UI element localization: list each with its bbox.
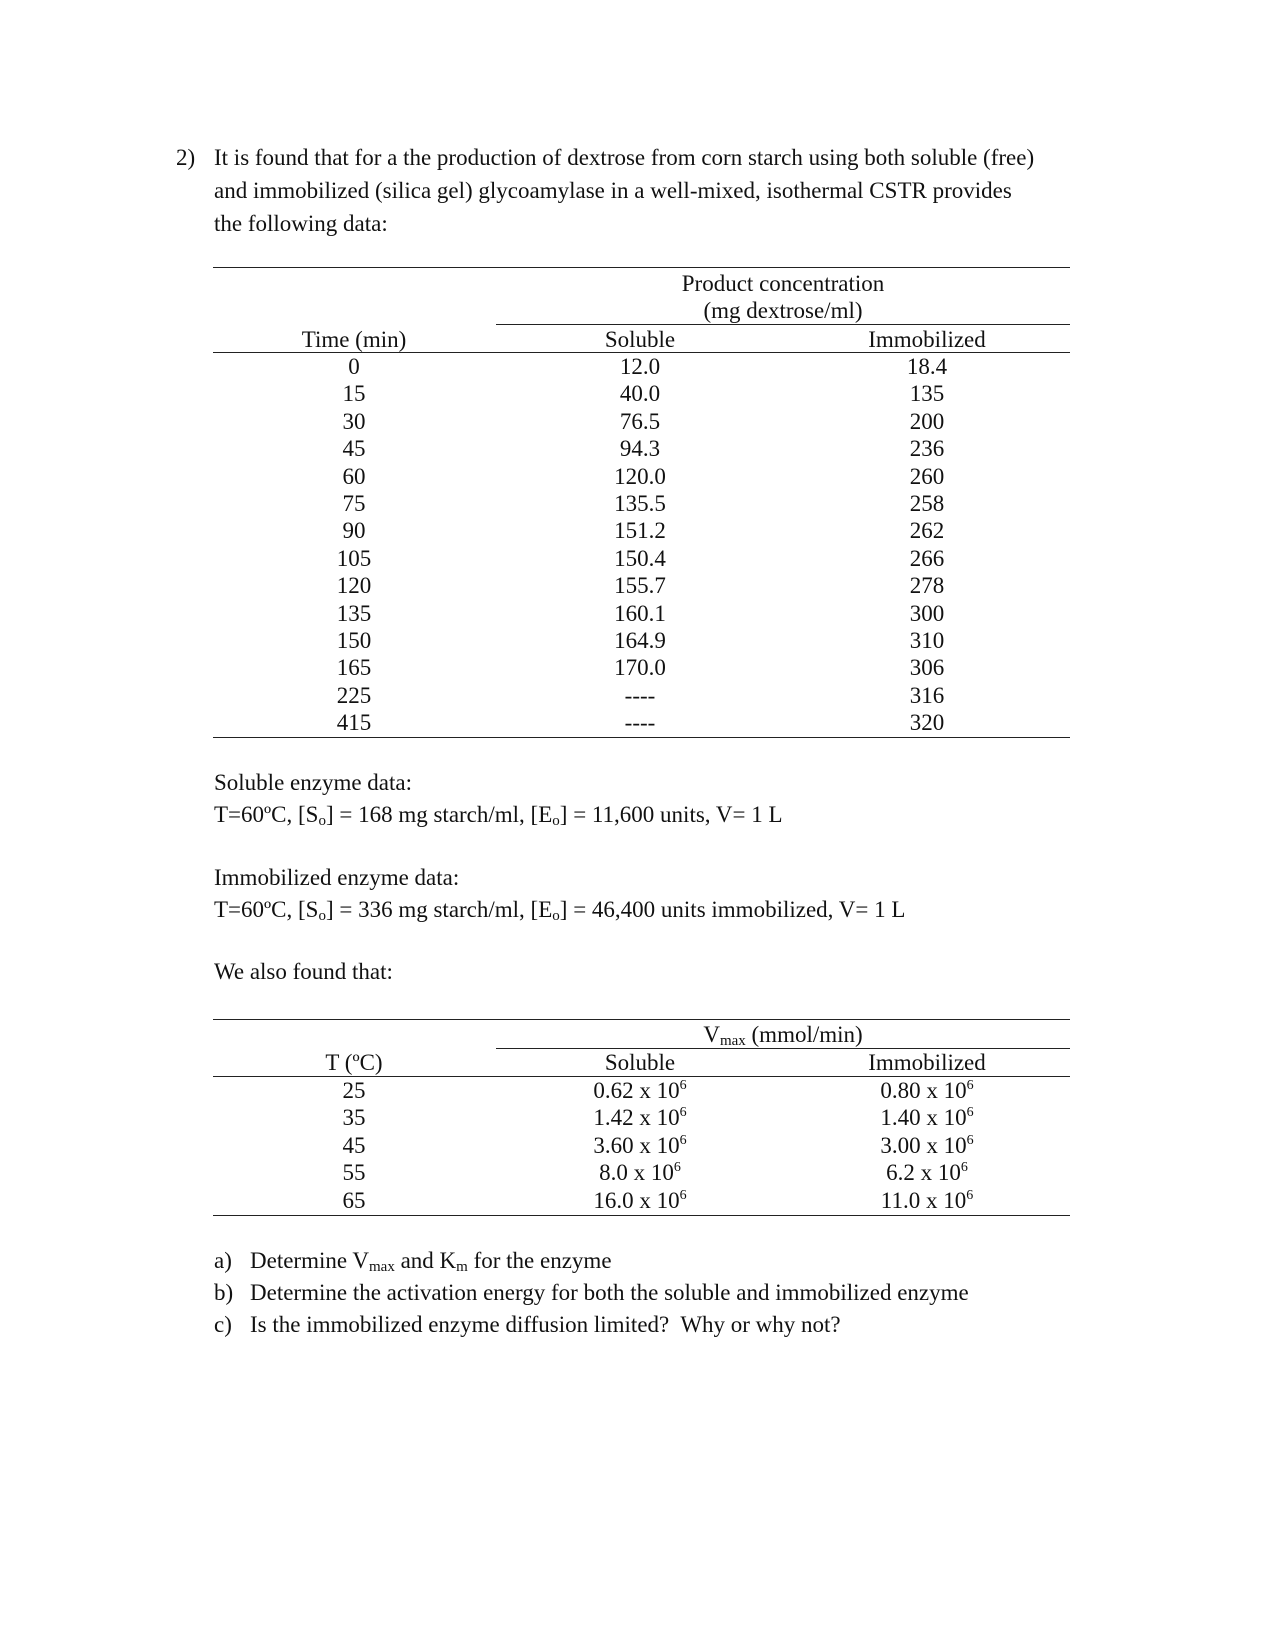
vmax-exponent: 6: [960, 1160, 968, 1176]
soluble-cell: ----: [624, 682, 656, 708]
immobilized-vmax-cell: [827, 1187, 1027, 1214]
question-a-sub2: m: [456, 1259, 468, 1275]
vmax-exponent: 6: [966, 1187, 974, 1203]
immobilized-cell: 310: [909, 628, 945, 653]
table-row: [213, 572, 1070, 601]
soluble-cell: 40.0: [619, 381, 661, 407]
also-found-text: We also found that:: [214, 959, 393, 984]
immobilized-cell: 260: [909, 463, 945, 489]
intro-line-2: and immobilized (silica gel) glycoamylase in a well-mixed, isothermal CSTR provides: [214, 178, 1012, 203]
intro-line-1: It is found that for a the production of dextrose from corn starch using both soluble (free): [214, 145, 1035, 170]
soluble-cell: 155.7: [614, 573, 666, 599]
time-cell: 415: [336, 710, 372, 736]
soluble-cell: 120.0: [614, 463, 666, 489]
temp-cell: 45: [342, 1132, 366, 1158]
soluble-vmax-cell: [540, 1159, 740, 1186]
table-row: [213, 1187, 1070, 1216]
immobilized-cell: 258: [909, 491, 945, 516]
immobilized-vmax-cell: [827, 1159, 1027, 1186]
table2-v: V: [703, 1022, 720, 1047]
table1-col-time: Time (min): [301, 327, 407, 352]
question-b-label: b): [214, 1280, 234, 1305]
temp-cell: 25: [342, 1078, 366, 1103]
immobilized-e-part: ] = 46,400 units immobilized, V= 1 L: [559, 897, 906, 922]
vmax-value: 3.60 x 10: [593, 1132, 680, 1158]
time-cell: 15: [342, 381, 366, 407]
table2-col-soluble: Soluble: [604, 1050, 676, 1075]
table1-col-immobilized: Immobilized: [868, 327, 986, 352]
temp-cell: 55: [342, 1160, 366, 1186]
soluble-enzyme-heading: Soluble enzyme data:: [214, 770, 412, 795]
problem-number: 2): [176, 145, 196, 170]
table-row: [213, 517, 1070, 546]
soluble-cell: 160.1: [614, 600, 666, 626]
soluble-e-sub: o: [552, 813, 560, 829]
table-row: [213, 490, 1070, 519]
immobilized-cell: 278: [909, 573, 945, 599]
time-cell: 0: [348, 354, 360, 379]
vmax-exponent: 6: [679, 1187, 687, 1203]
vmax-value: 3.00 x 10: [880, 1132, 967, 1158]
table-row: [213, 435, 1070, 464]
immobilized-cell: 236: [909, 436, 945, 462]
immobilized-t-part: T=60ºC, [S: [214, 897, 319, 922]
question-b-text: Determine the activation energy for both the soluble and immobilized enzyme: [250, 1280, 969, 1305]
table2-col-immobilized: Immobilized: [868, 1050, 986, 1075]
immobilized-cell: 316: [909, 682, 945, 708]
soluble-cell: ----: [624, 710, 656, 736]
soluble-vmax-cell: [540, 1104, 740, 1131]
table-row: [213, 380, 1070, 409]
soluble-vmax-cell: [540, 1187, 740, 1214]
soluble-cell: 135.5: [614, 491, 666, 516]
vmax-value: 1.40 x 10: [880, 1105, 967, 1131]
soluble-cell: 164.9: [614, 628, 666, 653]
soluble-cell: 150.4: [614, 545, 666, 571]
immobilized-vmax-cell: [827, 1077, 1027, 1104]
question-c-label: c): [214, 1312, 232, 1337]
time-cell: 90: [342, 518, 366, 544]
table1-top-rule: [213, 267, 1070, 268]
immobilized-cell: 262: [909, 518, 945, 544]
vmax-exponent: 6: [966, 1078, 974, 1093]
immobilized-cell: 306: [909, 655, 945, 681]
soluble-e-part: ] = 11,600 units, V= 1 L: [559, 802, 783, 827]
soluble-s-sub: o: [318, 813, 326, 829]
vmax-value: 16.0 x 10: [593, 1187, 680, 1213]
vmax-exponent: 6: [679, 1105, 687, 1121]
question-a-sub1: max: [369, 1259, 395, 1275]
soluble-enzyme-conditions: [214, 798, 783, 838]
immobilized-cell: 300: [909, 600, 945, 626]
immobilized-cell: 18.4: [906, 354, 948, 379]
vmax-table: [213, 1019, 1070, 1217]
vmax-value: 11.0 x 10: [880, 1187, 967, 1213]
table2-top-rule: [213, 1019, 1070, 1020]
vmax-exponent: 6: [679, 1078, 687, 1093]
table2-col-temp: T (ºC): [325, 1050, 383, 1075]
time-cell: 45: [342, 436, 366, 462]
time-cell: 150: [336, 628, 372, 653]
table-row: [213, 1132, 1070, 1161]
time-cell: 30: [342, 408, 366, 434]
soluble-cell: 94.3: [619, 436, 661, 462]
time-cell: 225: [336, 682, 372, 708]
table1-group-header-line1: Product concentration: [681, 271, 885, 296]
soluble-cell: 151.2: [614, 518, 666, 544]
time-cell: 60: [342, 463, 366, 489]
vmax-value: 0.62 x 10: [593, 1078, 680, 1103]
immobilized-enzyme-conditions: [214, 893, 905, 933]
soluble-vmax-cell: [540, 1132, 740, 1159]
soluble-cell: 76.5: [619, 408, 661, 434]
soluble-cell: 170.0: [614, 655, 666, 681]
immobilized-e-sub: o: [552, 908, 560, 924]
table2-bottom-rule: [213, 1215, 1070, 1216]
table-row: [213, 1159, 1070, 1188]
time-cell: 105: [336, 545, 372, 571]
immobilized-cell: 135: [909, 381, 945, 407]
immobilized-vmax-cell: [827, 1104, 1027, 1131]
soluble-cell: 12.0: [619, 354, 661, 379]
table2-v-sub: max: [719, 1033, 746, 1049]
time-cell: 75: [342, 491, 366, 516]
vmax-value: 1.42 x 10: [593, 1105, 680, 1131]
temp-cell: 65: [342, 1187, 366, 1213]
table2-units: (mmol/min): [745, 1022, 863, 1047]
immobilized-cell: 266: [909, 545, 945, 571]
immobilized-enzyme-heading: Immobilized enzyme data:: [214, 865, 460, 890]
table-row: [213, 463, 1070, 492]
immobilized-s-sub: o: [318, 908, 326, 924]
table1-body: [213, 353, 1070, 737]
immobilized-cell: 320: [909, 710, 945, 736]
question-c-text: Is the immobilized enzyme diffusion limited? Why or why not?: [250, 1312, 841, 1337]
question-a-part1: Determine V: [250, 1248, 370, 1273]
time-cell: 165: [336, 655, 372, 681]
table-row: [213, 353, 1070, 382]
table-row: [213, 545, 1070, 574]
vmax-exponent: 6: [679, 1132, 687, 1148]
table-row: [213, 408, 1070, 437]
vmax-value: 6.2 x 10: [886, 1160, 961, 1186]
question-a-label: a): [214, 1248, 232, 1273]
vmax-value: 0.80 x 10: [880, 1078, 967, 1103]
table-row: [213, 1104, 1070, 1133]
immobilized-vmax-cell: [827, 1132, 1027, 1159]
table1-group-rule: [496, 324, 1070, 325]
table-row: [213, 1077, 1070, 1106]
temp-cell: 35: [342, 1105, 366, 1131]
table-row: [213, 682, 1070, 711]
table1-col-soluble: Soluble: [604, 327, 676, 352]
time-cell: 120: [336, 573, 372, 599]
soluble-vmax-cell: [540, 1077, 740, 1104]
problem-intro: [214, 141, 1114, 240]
question-a-part3: for the enzyme: [467, 1248, 612, 1273]
table-row: [213, 627, 1070, 656]
soluble-s-part: ] = 168 mg starch/ml, [E: [325, 802, 553, 827]
vmax-value: 8.0 x 10: [599, 1160, 674, 1186]
vmax-exponent: 6: [673, 1160, 681, 1176]
question-a-part2: and K: [394, 1248, 457, 1273]
table1-bottom-rule: [213, 737, 1070, 738]
table2-body: [213, 1077, 1070, 1215]
intro-line-3: the following data:: [214, 211, 388, 236]
vmax-exponent: 6: [966, 1132, 974, 1148]
table-row: [213, 654, 1070, 683]
immobilized-s-part: ] = 336 mg starch/ml, [E: [325, 897, 553, 922]
time-cell: 135: [336, 600, 372, 626]
table-row: [213, 600, 1070, 629]
table-row: [213, 709, 1070, 738]
vmax-exponent: 6: [966, 1105, 974, 1121]
immobilized-cell: 200: [909, 408, 945, 434]
product-concentration-table: [213, 267, 1070, 739]
table1-group-header-line2: (mg dextrose/ml): [703, 298, 863, 323]
soluble-t-part: T=60ºC, [S: [214, 802, 319, 827]
